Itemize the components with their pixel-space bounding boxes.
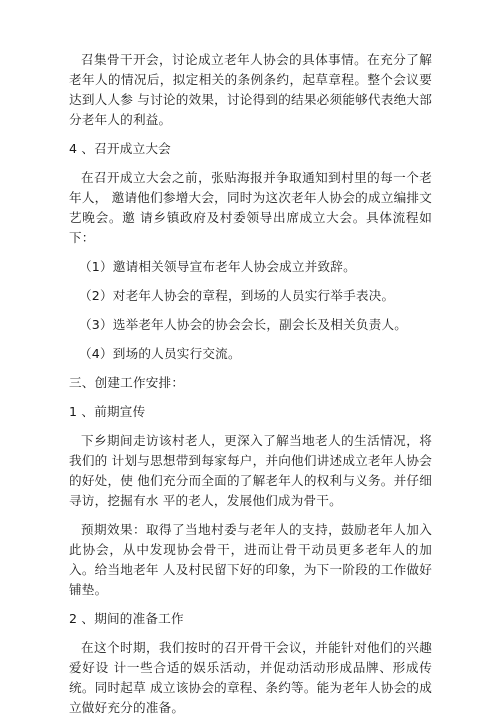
list-item: （3）选举老年人协会的协会会长，副会长及相关负责人。	[79, 317, 408, 332]
paragraph-assembly-prep: 在召开成立大会之前，张贴海报并争取通知到村里的每一个老年人， 邀请他们参增大会，同时为这次老年人协会的成立编排文艺晚会。邀 请乡镇政府及村委领导出席成立大会。具体流程如下：	[69, 170, 432, 245]
heading-preparation: 2 、期间的准备工作	[69, 611, 184, 626]
heading-work-arrangement: 三、创建工作安排：	[69, 375, 185, 390]
paragraph-meeting: 召集骨干开会，讨论成立老年人协会的具体事情。在充分了解老年人的情况后，拟定相关的条例条约，起草章程。整个会议要达到人人参 与讨论的效果，讨论得到的结果必须能够代表绝大部分老年人的利益。	[69, 52, 432, 127]
heading-founding-assembly: 4 、召开成立大会	[69, 141, 171, 156]
paragraph-publicity: 下乡期间走访该村老人，更深入了解当地老人的生活情况，将我们的 计划与思想带到每家每户，并向他们讲述成立老年人协会的好处，使 他们充分而全面的了解老年人的权利与义务。并仔细寻访，挖掘有水 平的老人，发展他们成为骨干。	[69, 433, 432, 508]
list-item: （1）邀请相关领导宣布老年人协会成立并致辞。	[79, 259, 356, 274]
list-item: （2）对老年人协会的章程，到场的人员实行举手表决。	[79, 288, 395, 303]
paragraph-expected-effect: 预期效果：取得了当地村委与老年人的支持，鼓励老年人加入此协会，从中发现协会骨干，进而让骨干动员更多老年人的加入。给当地老年 人及村民留下好的印象，为下一阶段的工作做好铺垫。	[69, 522, 432, 597]
heading-publicity: 1 、前期宣传	[69, 404, 146, 419]
list-item: （4）到场的人员实行交流。	[79, 346, 241, 361]
paragraph-preparation: 在这个时期，我们按时的召开骨干会议，并能针对他们的兴趣爱好设 计一些合适的娱乐活动，并促动活动形成品牌、形成传统。同时起草 成立该协会的章程、条约等。能为老年人协会的成立做好充分的准备。	[69, 640, 432, 715]
